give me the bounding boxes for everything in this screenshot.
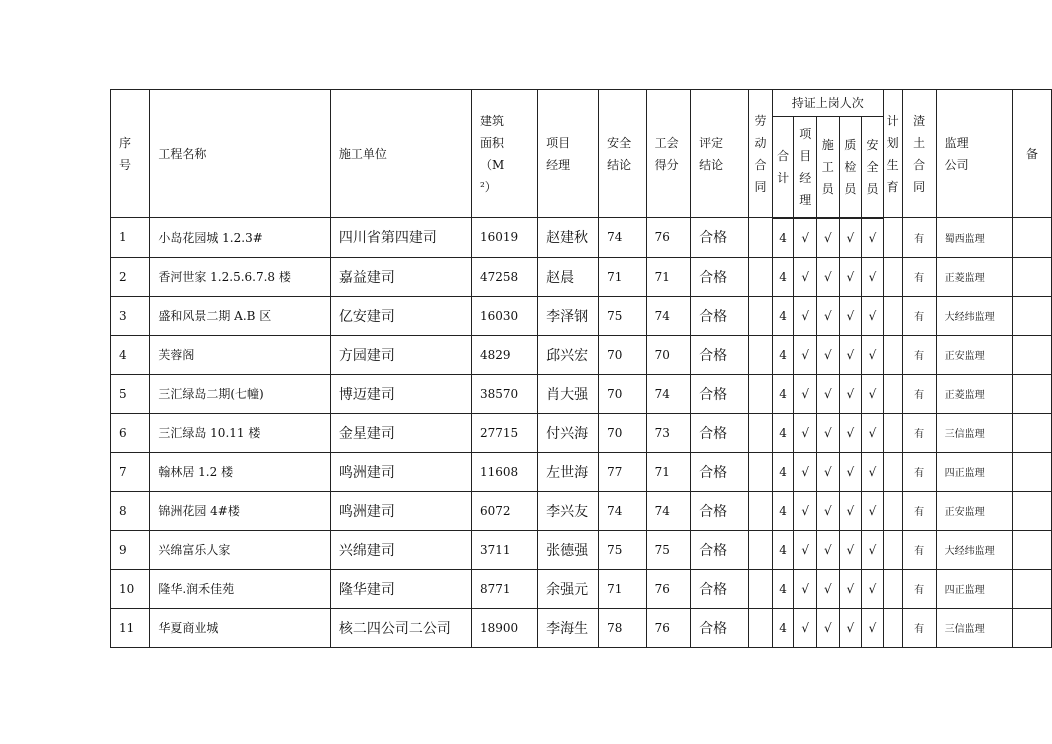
header-cert-group: 持证上岗人次 (772, 90, 883, 117)
row-union-score: 73 (646, 413, 691, 452)
table-row (111, 452, 1052, 491)
header-contractor: 施工单位 (330, 90, 471, 218)
row-area: 8771 (471, 569, 537, 608)
row-check-builder: √ (816, 296, 839, 335)
row-supervisor: 四正监理 (936, 452, 1012, 491)
row-project-name: 翰林居 1.2 楼 (150, 452, 331, 491)
row-safety-score: 71 (599, 257, 646, 296)
row-labor-contract (749, 608, 773, 647)
row-contractor: 博迈建司 (330, 374, 471, 413)
row-check-qc: √ (839, 335, 862, 374)
row-cert-total: 4 (772, 413, 794, 452)
row-labor-contract (749, 218, 773, 258)
row-supervisor: 正安监理 (936, 491, 1012, 530)
header-evaluation: 评定结论 (691, 90, 749, 218)
row-contractor: 四川省第四建司 (330, 218, 471, 258)
row-remarks (1012, 413, 1051, 452)
row-manager: 余强元 (538, 569, 599, 608)
row-check-builder: √ (816, 530, 839, 569)
row-contractor: 核二四公司二公司 (330, 608, 471, 647)
row-manager: 左世海 (538, 452, 599, 491)
row-evaluation: 合格 (691, 608, 749, 647)
header-family-planning: 计划生育 (883, 90, 902, 218)
row-cert-total: 4 (772, 296, 794, 335)
row-cert-total: 4 (772, 452, 794, 491)
row-area: 27715 (471, 413, 537, 452)
row-cert-total: 4 (772, 374, 794, 413)
row-safety-score: 74 (599, 491, 646, 530)
row-project-name: 隆华.润禾佳苑 (150, 569, 331, 608)
row-manager: 李泽钢 (538, 296, 599, 335)
row-supervisor: 正菱监理 (936, 374, 1012, 413)
row-check-builder: √ (816, 452, 839, 491)
row-check-qc: √ (839, 374, 862, 413)
row-labor-contract (749, 413, 773, 452)
row-union-score: 70 (646, 335, 691, 374)
row-remarks (1012, 491, 1051, 530)
row-safety-score: 75 (599, 530, 646, 569)
row-evaluation: 合格 (691, 335, 749, 374)
row-evaluation: 合格 (691, 452, 749, 491)
table-row (111, 413, 1052, 452)
row-evaluation: 合格 (691, 374, 749, 413)
row-area: 18900 (471, 608, 537, 647)
row-cert-total: 4 (772, 569, 794, 608)
table-row (111, 569, 1052, 608)
row-cert-total: 4 (772, 491, 794, 530)
row-remarks (1012, 452, 1051, 491)
row-number: 4 (111, 335, 150, 374)
row-check-pm: √ (794, 335, 817, 374)
row-evaluation: 合格 (691, 296, 749, 335)
row-remarks (1012, 218, 1051, 258)
row-union-score: 74 (646, 296, 691, 335)
row-labor-contract (749, 374, 773, 413)
row-union-score: 76 (646, 608, 691, 647)
row-check-safety: √ (862, 296, 884, 335)
row-check-pm: √ (794, 413, 817, 452)
row-check-qc: √ (839, 218, 862, 258)
row-project-name: 锦洲花园 4#楼 (150, 491, 331, 530)
row-check-builder: √ (816, 257, 839, 296)
row-check-pm: √ (794, 608, 817, 647)
table-row (111, 218, 1052, 258)
row-check-pm: √ (794, 296, 817, 335)
row-check-pm: √ (794, 374, 817, 413)
row-evaluation: 合格 (691, 491, 749, 530)
row-safety-score: 70 (599, 413, 646, 452)
row-manager: 邱兴宏 (538, 335, 599, 374)
header-area: 建筑面积（M²） (471, 90, 537, 218)
row-labor-contract (749, 530, 773, 569)
header-cert-qc: 质检员 (839, 117, 862, 218)
row-number: 11 (111, 608, 150, 647)
row-family-planning (883, 491, 902, 530)
row-contractor: 亿安建司 (330, 296, 471, 335)
row-area: 4829 (471, 335, 537, 374)
row-check-pm: √ (794, 257, 817, 296)
row-project-name: 小岛花园城 1.2.3# (150, 218, 331, 258)
row-safety-score: 75 (599, 296, 646, 335)
row-check-pm: √ (794, 569, 817, 608)
row-project-name: 华夏商业城 (150, 608, 331, 647)
row-check-safety: √ (862, 530, 884, 569)
row-union-score: 71 (646, 452, 691, 491)
row-check-pm: √ (794, 452, 817, 491)
row-safety-score: 70 (599, 374, 646, 413)
row-family-planning (883, 608, 902, 647)
row-number: 1 (111, 218, 150, 258)
row-manager: 李兴友 (538, 491, 599, 530)
row-project-name: 三汇绿岛二期(七幢) (150, 374, 331, 413)
header-remarks: 备 (1012, 90, 1051, 218)
row-check-qc: √ (839, 608, 862, 647)
row-safety-score: 77 (599, 452, 646, 491)
row-contractor: 嘉益建司 (330, 257, 471, 296)
header-cert-builder: 施工员 (816, 117, 839, 218)
row-union-score: 76 (646, 218, 691, 258)
row-contractor: 兴绵建司 (330, 530, 471, 569)
row-check-pm: √ (794, 218, 817, 258)
row-project-name: 芙蓉阁 (150, 335, 331, 374)
row-labor-contract (749, 335, 773, 374)
row-safety-score: 78 (599, 608, 646, 647)
row-check-qc: √ (839, 491, 862, 530)
row-cert-total: 4 (772, 218, 794, 258)
row-safety-score: 74 (599, 218, 646, 258)
row-supervisor: 大经纬监理 (936, 530, 1012, 569)
row-check-qc: √ (839, 413, 862, 452)
row-check-qc: √ (839, 257, 862, 296)
row-area: 3711 (471, 530, 537, 569)
row-check-builder: √ (816, 374, 839, 413)
row-area: 16019 (471, 218, 537, 258)
row-check-builder: √ (816, 569, 839, 608)
row-union-score: 76 (646, 569, 691, 608)
row-manager: 赵建秋 (538, 218, 599, 258)
row-family-planning (883, 413, 902, 452)
row-area: 16030 (471, 296, 537, 335)
row-labor-contract (749, 569, 773, 608)
row-check-qc: √ (839, 530, 862, 569)
row-muck-contract: 有 (902, 218, 936, 258)
row-project-name: 三汇绿岛 10.11 楼 (150, 413, 331, 452)
row-check-pm: √ (794, 491, 817, 530)
row-check-qc: √ (839, 569, 862, 608)
row-supervisor: 三信监理 (936, 413, 1012, 452)
row-family-planning (883, 452, 902, 491)
row-supervisor: 蜀西监理 (936, 218, 1012, 258)
row-remarks (1012, 335, 1051, 374)
row-union-score: 71 (646, 257, 691, 296)
row-muck-contract: 有 (902, 530, 936, 569)
row-contractor: 方园建司 (330, 335, 471, 374)
row-labor-contract (749, 491, 773, 530)
table-row (111, 335, 1052, 374)
row-number: 2 (111, 257, 150, 296)
row-remarks (1012, 257, 1051, 296)
row-number: 8 (111, 491, 150, 530)
header-cert-pm: 项目经理 (794, 117, 817, 218)
row-union-score: 75 (646, 530, 691, 569)
table-row (111, 608, 1052, 647)
table-row (111, 257, 1052, 296)
header-manager: 项目经理 (538, 90, 599, 218)
row-project-name: 兴绵富乐人家 (150, 530, 331, 569)
row-family-planning (883, 335, 902, 374)
row-check-qc: √ (839, 452, 862, 491)
row-check-builder: √ (816, 608, 839, 647)
row-area: 6072 (471, 491, 537, 530)
row-check-safety: √ (862, 257, 884, 296)
row-manager: 张德强 (538, 530, 599, 569)
header-cert-total: 合计 (772, 117, 794, 218)
row-check-builder: √ (816, 218, 839, 258)
table-row (111, 374, 1052, 413)
row-remarks (1012, 608, 1051, 647)
row-check-pm: √ (794, 530, 817, 569)
row-muck-contract: 有 (902, 296, 936, 335)
row-muck-contract: 有 (902, 374, 936, 413)
row-contractor: 金星建司 (330, 413, 471, 452)
row-cert-total: 4 (772, 530, 794, 569)
row-muck-contract: 有 (902, 257, 936, 296)
row-number: 3 (111, 296, 150, 335)
row-labor-contract (749, 296, 773, 335)
row-evaluation: 合格 (691, 569, 749, 608)
row-muck-contract: 有 (902, 452, 936, 491)
row-labor-contract (749, 452, 773, 491)
row-family-planning (883, 530, 902, 569)
row-check-builder: √ (816, 491, 839, 530)
row-area: 11608 (471, 452, 537, 491)
table-row (111, 296, 1052, 335)
row-remarks (1012, 296, 1051, 335)
header-muck-contract: 渣土合同 (902, 90, 936, 218)
row-evaluation: 合格 (691, 413, 749, 452)
row-number: 6 (111, 413, 150, 452)
row-family-planning (883, 218, 902, 258)
header-cert-safety: 安全员 (862, 117, 884, 218)
row-check-safety: √ (862, 452, 884, 491)
row-supervisor: 正菱监理 (936, 257, 1012, 296)
row-check-safety: √ (862, 569, 884, 608)
row-muck-contract: 有 (902, 491, 936, 530)
row-manager: 李海生 (538, 608, 599, 647)
row-check-qc: √ (839, 296, 862, 335)
row-area: 47258 (471, 257, 537, 296)
row-contractor: 隆华建司 (330, 569, 471, 608)
row-cert-total: 4 (772, 257, 794, 296)
project-inspection-table (110, 89, 1052, 648)
row-check-safety: √ (862, 374, 884, 413)
header-seq: 序号 (111, 90, 150, 218)
header-project-name: 工程名称 (150, 90, 331, 218)
row-check-safety: √ (862, 218, 884, 258)
row-supervisor: 大经纬监理 (936, 296, 1012, 335)
row-check-builder: √ (816, 413, 839, 452)
table-row (111, 530, 1052, 569)
row-supervisor: 四正监理 (936, 569, 1012, 608)
row-contractor: 鸣洲建司 (330, 491, 471, 530)
row-muck-contract: 有 (902, 569, 936, 608)
row-evaluation: 合格 (691, 257, 749, 296)
row-safety-score: 70 (599, 335, 646, 374)
row-muck-contract: 有 (902, 335, 936, 374)
row-family-planning (883, 374, 902, 413)
row-union-score: 74 (646, 491, 691, 530)
row-check-builder: √ (816, 335, 839, 374)
row-check-safety: √ (862, 413, 884, 452)
row-labor-contract (749, 257, 773, 296)
row-cert-total: 4 (772, 608, 794, 647)
row-number: 7 (111, 452, 150, 491)
row-area: 38570 (471, 374, 537, 413)
row-contractor: 鸣洲建司 (330, 452, 471, 491)
row-cert-total: 4 (772, 335, 794, 374)
header-union: 工会得分 (646, 90, 691, 218)
row-check-safety: √ (862, 608, 884, 647)
header-labor-contract: 劳动合同 (749, 90, 773, 218)
row-project-name: 香河世家 1.2.5.6.7.8 楼 (150, 257, 331, 296)
row-muck-contract: 有 (902, 413, 936, 452)
row-evaluation: 合格 (691, 218, 749, 258)
row-number: 10 (111, 569, 150, 608)
header-safety: 安全结论 (599, 90, 646, 218)
row-remarks (1012, 569, 1051, 608)
row-check-safety: √ (862, 491, 884, 530)
row-number: 5 (111, 374, 150, 413)
row-supervisor: 三信监理 (936, 608, 1012, 647)
row-check-safety: √ (862, 335, 884, 374)
row-family-planning (883, 257, 902, 296)
row-remarks (1012, 374, 1051, 413)
row-supervisor: 正安监理 (936, 335, 1012, 374)
table-row (111, 491, 1052, 530)
header-supervisor: 监理公司 (936, 90, 1012, 218)
row-manager: 肖大强 (538, 374, 599, 413)
row-evaluation: 合格 (691, 530, 749, 569)
row-manager: 赵晨 (538, 257, 599, 296)
row-family-planning (883, 296, 902, 335)
row-muck-contract: 有 (902, 608, 936, 647)
row-manager: 付兴海 (538, 413, 599, 452)
row-safety-score: 71 (599, 569, 646, 608)
row-number: 9 (111, 530, 150, 569)
row-union-score: 74 (646, 374, 691, 413)
row-remarks (1012, 530, 1051, 569)
row-family-planning (883, 569, 902, 608)
row-project-name: 盛和风景二期 A.B 区 (150, 296, 331, 335)
